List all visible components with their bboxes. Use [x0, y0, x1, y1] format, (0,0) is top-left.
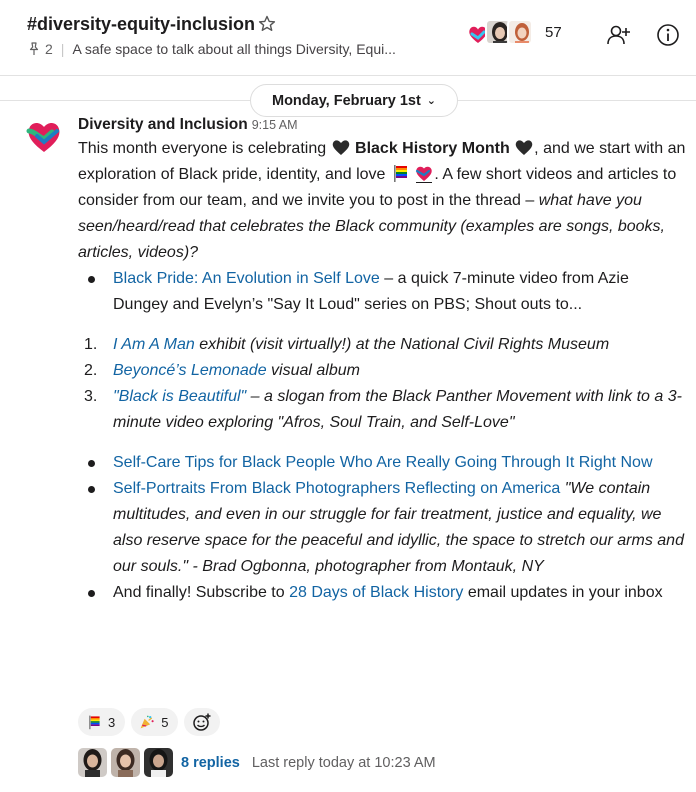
party-popper-icon: [139, 714, 155, 730]
message-timestamp[interactable]: 9:15 AM: [251, 118, 298, 132]
rainbow-flag-icon: [390, 163, 410, 183]
item-text: And finally! Subscribe to: [113, 584, 290, 601]
pin-icon[interactable]: [27, 42, 41, 56]
channel-subline: [27, 41, 396, 57]
last-reply-time: Last reply today at 10:23 AM: [251, 754, 436, 771]
reply-avatar: [78, 748, 107, 777]
link[interactable]: Self-Care Tips for Black People Who Are Really Going Through It Right Now: [113, 454, 653, 471]
link[interactable]: Black Pride: An Evolution in Self Love: [113, 270, 380, 287]
quote-text: "We contain multitudes, and even in our struggle for fair treatment, justice and equality, we also reserve space for the peaceful and idyllic, the space to stretch our arms and our souls." - Brad Ogbonna, photographer from Montauk, NY: [113, 480, 684, 575]
link[interactable]: 28 Days of Black History: [289, 584, 464, 601]
bullet-list: [78, 450, 688, 606]
channel-header: [0, 0, 696, 76]
item-text: – a quick 7-minute video from Azie Dungey and Evelyn’s "Say It Loud" series on PBS; Shout outs to...: [113, 270, 629, 313]
add-reaction-button[interactable]: [184, 708, 220, 736]
reaction-rainbow-flag[interactable]: [78, 708, 125, 736]
reaction-count: 5: [161, 714, 169, 730]
list-item: [78, 450, 688, 476]
bold-text: Black History Month: [355, 140, 510, 157]
chevron-down-icon: ⌄: [426, 95, 436, 107]
bullet-list: [78, 266, 688, 318]
list-item: [78, 358, 688, 384]
add-emoji-icon: [192, 712, 212, 732]
item-number: 3.: [84, 388, 98, 405]
member-count[interactable]: 57: [545, 23, 562, 41]
link[interactable]: "Black is Beautiful": [113, 388, 247, 405]
italic-text: what have you seen/heard/read that celebrates the Black community (examples are songs, books, articles, videos)?: [78, 192, 665, 261]
date-label: Monday, February 1st: [271, 92, 421, 109]
add-people-icon[interactable]: [605, 22, 631, 48]
intro-text: This month everyone is celebrating: [78, 140, 331, 157]
list-item: [78, 384, 688, 436]
intro-text: . A few short videos and articles to consider from our team, and we invite you to post in the thread –: [78, 166, 677, 209]
member-avatar: [507, 19, 533, 45]
heart-handshake-icon: [414, 163, 434, 183]
pinned-count[interactable]: 2: [45, 41, 53, 57]
message: [78, 114, 688, 606]
rainbow-flag-icon: [86, 714, 102, 730]
channel-topic[interactable]: A safe space to talk about all things Diversity, Equi...: [72, 41, 396, 57]
item-number: 1.: [84, 336, 98, 353]
divider: |: [60, 41, 65, 57]
star-icon[interactable]: [257, 14, 277, 34]
black-heart-icon: [514, 137, 534, 157]
reactions-bar: [78, 708, 220, 736]
reaction-party-popper[interactable]: [131, 708, 178, 736]
item-text: visual album: [266, 362, 360, 379]
reply-avatar: [111, 748, 140, 777]
info-icon[interactable]: [655, 22, 681, 48]
sender-name[interactable]: Diversity and Inclusion: [78, 116, 248, 133]
list-item: [78, 580, 688, 606]
black-heart-icon: [331, 137, 351, 157]
list-item: [78, 266, 688, 318]
channel-name[interactable]: #diversity-equity-inclusion: [27, 14, 256, 34]
item-text: email updates in your inbox: [463, 584, 663, 601]
item-text: – a slogan from the Black Panther Movement with link to a 3-minute video exploring "Afros, Soul Train, and Self-Love": [113, 388, 682, 431]
link[interactable]: Self-Portraits From Black Photographers Reflecting on America: [113, 480, 561, 497]
item-text: exhibit (visit virtually!) at the National Civil Rights Museum: [194, 336, 610, 353]
list-item: [78, 476, 688, 580]
numbered-list: [78, 332, 688, 436]
heart-handshake-app-icon[interactable]: [24, 116, 64, 156]
reaction-count: 3: [108, 714, 116, 730]
list-item: [78, 332, 688, 358]
thread-summary[interactable]: [78, 748, 436, 777]
intro-text: , and we start with an exploration of Black pride, identity, and love: [78, 140, 686, 183]
reply-avatar: [144, 748, 173, 777]
replies-link[interactable]: 8 replies: [181, 754, 240, 771]
link[interactable]: I Am A Man: [113, 336, 195, 353]
member-list-button[interactable]: [463, 19, 562, 45]
message-header: [78, 114, 688, 136]
link[interactable]: Beyoncé’s Lemonade: [113, 362, 267, 379]
date-divider-button[interactable]: [250, 84, 458, 117]
item-number: 2.: [84, 362, 98, 379]
message-body: [78, 136, 688, 266]
